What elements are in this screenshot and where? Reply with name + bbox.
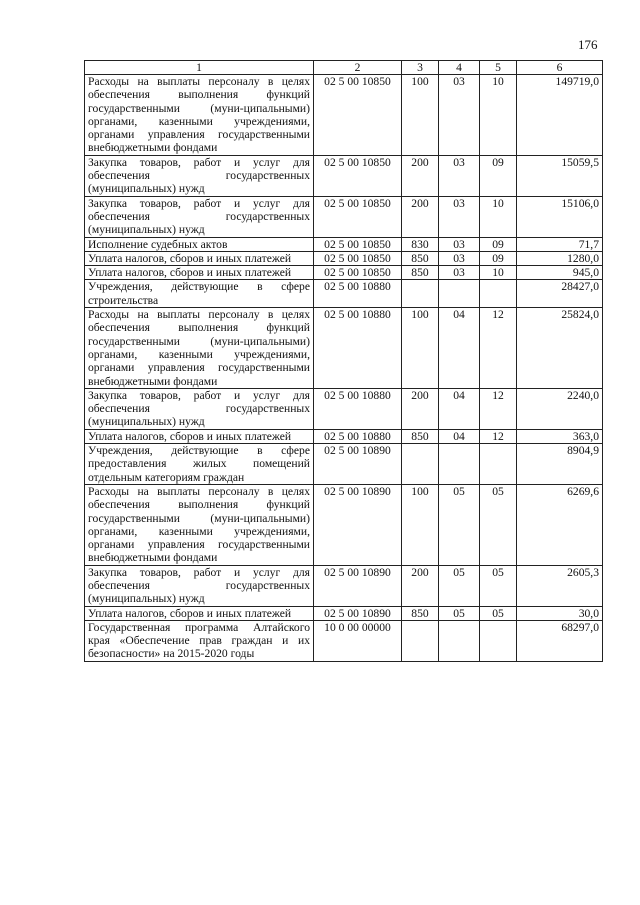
table-body (85, 75, 603, 662)
subsection-cell: 12 (480, 308, 517, 389)
target-code-cell: 02 5 00 10890 (314, 444, 402, 485)
section-cell: 03 (439, 237, 480, 251)
header-col-6: 6 (517, 61, 603, 75)
expense-type-cell (402, 620, 439, 661)
target-code-cell: 02 5 00 10890 (314, 484, 402, 565)
target-code-cell: 02 5 00 10850 (314, 251, 402, 265)
amount-cell: 149719,0 (517, 75, 603, 156)
expense-type-cell: 200 (402, 565, 439, 606)
table-row (85, 606, 603, 620)
subsection-cell: 09 (480, 155, 517, 196)
amount-cell: 25824,0 (517, 308, 603, 389)
budget-table (84, 60, 603, 662)
expense-type-cell: 850 (402, 266, 439, 280)
target-code-cell: 02 5 00 10850 (314, 196, 402, 237)
section-cell: 05 (439, 606, 480, 620)
section-cell: 03 (439, 266, 480, 280)
target-code-cell: 02 5 00 10850 (314, 75, 402, 156)
subsection-cell: 05 (480, 606, 517, 620)
expense-type-cell: 100 (402, 75, 439, 156)
amount-cell: 945,0 (517, 266, 603, 280)
expense-type-cell: 830 (402, 237, 439, 251)
item-name-cell: Закупка товаров, работ и услуг для обеспечения государственных (муниципальных) нужд (85, 565, 314, 606)
amount-cell: 1280,0 (517, 251, 603, 265)
amount-cell: 15059,5 (517, 155, 603, 196)
amount-cell: 363,0 (517, 429, 603, 443)
expense-type-cell: 200 (402, 196, 439, 237)
target-code-cell: 02 5 00 10890 (314, 565, 402, 606)
expense-type-cell: 850 (402, 251, 439, 265)
subsection-cell: 05 (480, 565, 517, 606)
header-col-5: 5 (480, 61, 517, 75)
header-col-3: 3 (402, 61, 439, 75)
item-name-cell: Учреждения, действующие в сфере предоставления жилых помещений отдельным категориям граждан (85, 444, 314, 485)
subsection-cell (480, 280, 517, 308)
subsection-cell (480, 620, 517, 661)
subsection-cell: 09 (480, 237, 517, 251)
section-cell: 03 (439, 75, 480, 156)
header-col-4: 4 (439, 61, 480, 75)
expense-type-cell: 850 (402, 606, 439, 620)
item-name-cell: Уплата налогов, сборов и иных платежей (85, 429, 314, 443)
table-row (85, 388, 603, 429)
table-row (85, 251, 603, 265)
item-name-cell: Учреждения, действующие в сфере строительства (85, 280, 314, 308)
amount-cell: 68297,0 (517, 620, 603, 661)
item-name-cell: Закупка товаров, работ и услуг для обеспечения государственных (муниципальных) нужд (85, 155, 314, 196)
item-name-cell: Расходы на выплаты персоналу в целях обеспечения выполнения функций государственными (муни-ципальными) органами, казенными учреждениями, органами управления государственными внебюджетными фондами (85, 484, 314, 565)
amount-cell: 2240,0 (517, 388, 603, 429)
target-code-cell: 02 5 00 10850 (314, 155, 402, 196)
item-name-cell: Государственная программа Алтайского края «Обеспечение прав граждан и их безопасности» на 2015-2020 годы (85, 620, 314, 661)
table-row (85, 484, 603, 565)
section-cell: 04 (439, 388, 480, 429)
section-cell (439, 444, 480, 485)
table-row (85, 237, 603, 251)
target-code-cell: 02 5 00 10880 (314, 280, 402, 308)
subsection-cell (480, 444, 517, 485)
expense-type-cell (402, 444, 439, 485)
table-row (85, 266, 603, 280)
expense-type-cell: 100 (402, 484, 439, 565)
table-row (85, 308, 603, 389)
table-row (85, 196, 603, 237)
section-cell: 05 (439, 565, 480, 606)
section-cell (439, 620, 480, 661)
expense-type-cell: 200 (402, 388, 439, 429)
amount-cell: 8904,9 (517, 444, 603, 485)
section-cell: 05 (439, 484, 480, 565)
item-name-cell: Исполнение судебных актов (85, 237, 314, 251)
table-row (85, 75, 603, 156)
item-name-cell: Расходы на выплаты персоналу в целях обеспечения выполнения функций государственными (муни-ципальными) органами, казенными учреждениями, органами управления государственными внебюджетными фондами (85, 308, 314, 389)
amount-cell: 28427,0 (517, 280, 603, 308)
amount-cell: 6269,6 (517, 484, 603, 565)
target-code-cell: 02 5 00 10880 (314, 429, 402, 443)
section-cell: 03 (439, 251, 480, 265)
subsection-cell: 12 (480, 388, 517, 429)
item-name-cell: Уплата налогов, сборов и иных платежей (85, 606, 314, 620)
amount-cell: 71,7 (517, 237, 603, 251)
target-code-cell: 02 5 00 10880 (314, 388, 402, 429)
section-cell: 03 (439, 196, 480, 237)
amount-cell: 15106,0 (517, 196, 603, 237)
subsection-cell: 10 (480, 196, 517, 237)
table-header (85, 61, 603, 75)
header-col-1: 1 (85, 61, 314, 75)
expense-type-cell: 100 (402, 308, 439, 389)
subsection-cell: 10 (480, 266, 517, 280)
table-row (85, 620, 603, 661)
header-row (85, 61, 603, 75)
target-code-cell: 02 5 00 10850 (314, 237, 402, 251)
subsection-cell: 05 (480, 484, 517, 565)
target-code-cell: 02 5 00 10880 (314, 308, 402, 389)
target-code-cell: 02 5 00 10850 (314, 266, 402, 280)
expense-type-cell: 200 (402, 155, 439, 196)
item-name-cell: Уплата налогов, сборов и иных платежей (85, 251, 314, 265)
table-row (85, 155, 603, 196)
table-row (85, 444, 603, 485)
item-name-cell: Закупка товаров, работ и услуг для обеспечения государственных (муниципальных) нужд (85, 388, 314, 429)
section-cell: 04 (439, 429, 480, 443)
section-cell (439, 280, 480, 308)
subsection-cell: 09 (480, 251, 517, 265)
item-name-cell: Закупка товаров, работ и услуг для обеспечения государственных (муниципальных) нужд (85, 196, 314, 237)
item-name-cell: Расходы на выплаты персоналу в целях обеспечения выполнения функций государственными (муни-ципальными) органами, казенными учреждениями, органами управления государственными внебюджетными фондами (85, 75, 314, 156)
table-row (85, 280, 603, 308)
subsection-cell: 12 (480, 429, 517, 443)
target-code-cell: 02 5 00 10890 (314, 606, 402, 620)
expense-type-cell: 850 (402, 429, 439, 443)
amount-cell: 30,0 (517, 606, 603, 620)
expense-type-cell (402, 280, 439, 308)
page-number: 176 (578, 37, 598, 52)
section-cell: 04 (439, 308, 480, 389)
subsection-cell: 10 (480, 75, 517, 156)
header-col-2: 2 (314, 61, 402, 75)
table-row (85, 429, 603, 443)
item-name-cell: Уплата налогов, сборов и иных платежей (85, 266, 314, 280)
table-row (85, 565, 603, 606)
amount-cell: 2605,3 (517, 565, 603, 606)
section-cell: 03 (439, 155, 480, 196)
target-code-cell: 10 0 00 00000 (314, 620, 402, 661)
